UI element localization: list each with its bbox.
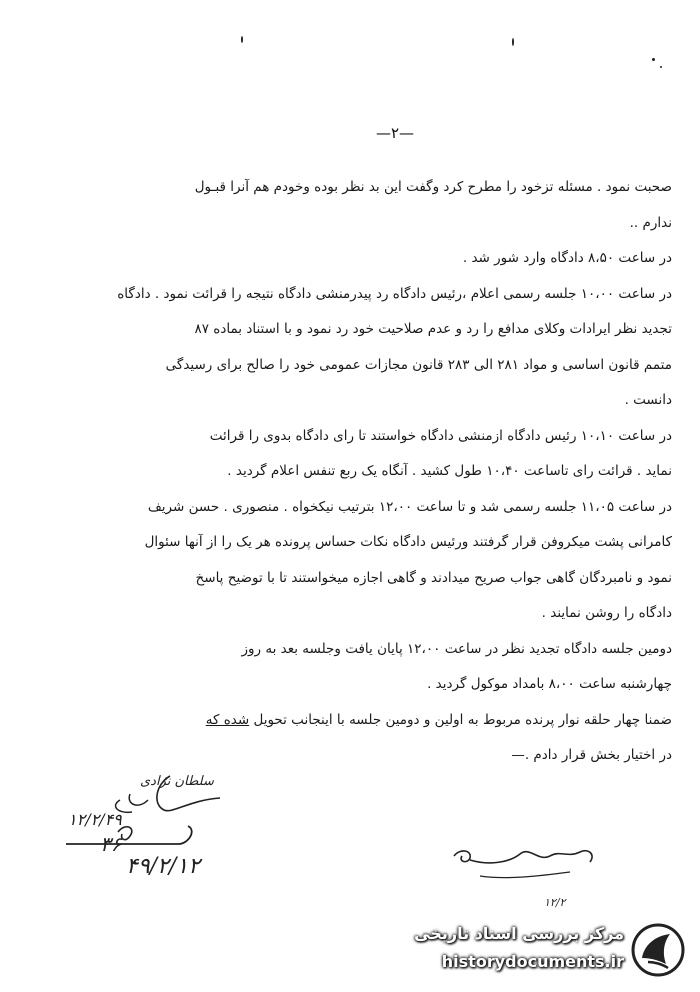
scan-speck [660,66,662,68]
body-line: در ساعت ۸،۵۰ دادگاه وارد شور شد . [462,250,672,266]
right-signature [450,836,600,916]
body-line: در ساعت ۱۰،۱۰ رئیس دادگاه ازمنشی دادگاه خواستند تا رای دادگاه بدوی را قرائت [209,427,672,444]
body-line: چهارشنبه ساعت ۸،۰۰ بامداد موکول گردید . [427,676,672,692]
body-line: کامرانی پشت میکروفن قرار گرفتند ورئیس دادگاه نکات حساس پرونده هر یک را از آنها سئوال [144,534,672,550]
scan-speck [512,38,514,46]
body-line: دومین جلسه دادگاه تجدید نظر در ساعت ۱۲،۰۰ پایان یافت وجلسه بعد به روز [241,640,672,657]
left-signature-name: سلطان نژادی [140,774,214,789]
body-line [62,703,672,739]
document-body [62,170,672,774]
watermark-site: historydocuments.ir [441,952,624,971]
watermark [402,918,692,982]
body-line-text: ضمنا چهار حلقه نوار پرنده مربوط به اولین و دومین جلسه با اینجانب تحویل [253,711,672,728]
body-line: دادگاه را روشن نمایند . [541,605,672,621]
page-number: —۲— [375,124,415,142]
underlined-phrase: شده که [205,711,250,728]
body-line: تجدید نظر ایرادات وکلای مدافع را رد و عدم صلاحیت خود رد نمود و با استناد بماده ۸۷ [194,321,672,337]
body-line: ندارم .. [629,214,672,231]
scan-speck [652,58,655,61]
body-line: در ساعت ۱۰،۰۰ جلسه رسمی اعلام ،رئیس دادگاه رد پیدرمنشی دادگاه نتیجه را قرائت نمود . دادگاه [117,285,672,302]
body-line: دانست . [624,392,672,408]
scan-speck [241,36,243,43]
right-signature-scribble [450,836,600,896]
body-line: در اختیار بخش قرار دادم .— [511,747,672,763]
body-line: نماید . قرائت رای تاساعت ۱۰،۴۰ طول کشید . آنگاه یک ربع تنفس اعلام گردید . [227,463,672,479]
left-stamp-date: ۴۹/۲/۱۲ [126,854,200,879]
watermark-title: مرکز بررسی اسناد تاریخی [414,924,624,943]
left-stamp-number: ۳۶ [100,832,122,856]
archive-logo-icon [630,922,686,982]
left-signature [60,770,240,890]
body-line: متمم قانون اساسی و مواد ۲۸۱ الی ۲۸۳ قانون مجازات عمومی خود را صالح برای رسیدگی [165,356,672,373]
body-line: در ساعت ۱۱،۰۵ جلسه رسمی شد و تا ساعت ۱۲،۰۰ بترتیب نیکخواه . منصوری . حسن شریف [147,498,672,515]
right-signature-note: ۱۲/۲ [544,896,566,909]
body-line: صحبت نمود . مسئله تزخود را مطرح کرد وگفت این بد نظر بوده وخودم هم آنرا قبـول [194,179,672,195]
left-signature-date: ۱۲/۲/۴۹ [68,810,122,829]
body-line: نمود و نامبردگان گاهی جواب صریح میدادند و گاهی اجازه میخواستند تا با توضیح پاسخ [195,569,672,586]
